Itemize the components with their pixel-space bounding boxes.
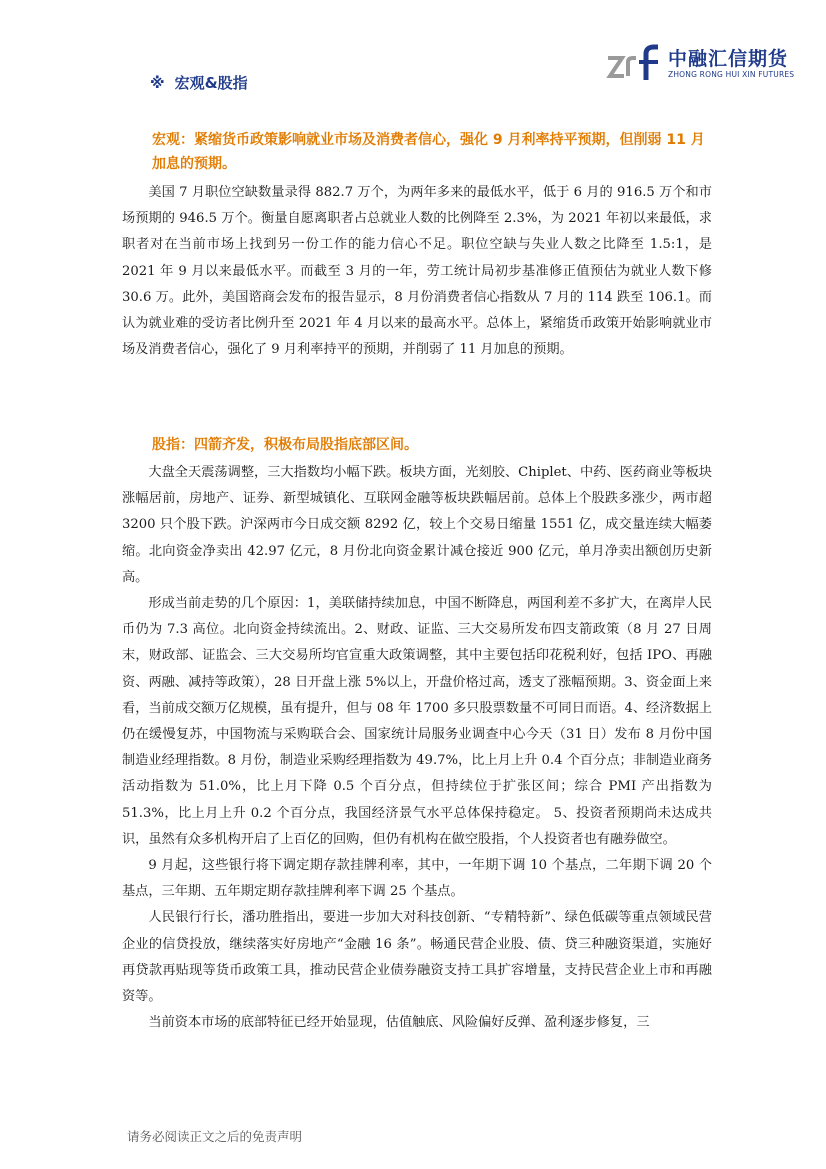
macro-body (122, 180, 712, 363)
section-title-text: 宏观&股指 (174, 74, 248, 92)
index-paragraph: 9 月起，这些银行将下调定期存款挂牌利率，其中，一年期下调 10 个基点，二年期下调 20 个基点，三年期、五年期定期存款挂牌利率下调 25 个基点。 (122, 858, 712, 900)
index-body (122, 460, 712, 1036)
index-paragraph: 大盘全天震荡调整，三大指数均小幅下跌。板块方面，光刻胶、Chiplet、中药、医药商业等板块涨幅居前，房地产、证券、新型城镇化、互联网金融等板块跌幅居前。总体上个股跌多涨少，两市超 3200 只个股下跌。沪深两市今日成交额 8292 亿，较上个交易日缩量 1551 亿，成交量连续大幅萎缩。北向资金净卖出 42.97 亿元，8 月份北向资金累计减仓接近 900 亿元，单月净卖出额创历史新高。 (122, 465, 712, 585)
index-paragraph: 人民银行行长，潘功胜指出，要进一步加大对科技创新、“专精特新”、绿色低碳等重点领域民营企业的信贷投放，继续落实好房地产“金融 16 条”。畅通民营企业股、债、贷三种融资渠道，实施好再贷款再贴现等货币政策工具，推动民营企业债券融资支持工具扩容增量，支持民营企业上市和再融资等。 (122, 910, 712, 1005)
section-symbol: ※ (150, 74, 165, 92)
index-paragraph: 形成当前走势的几个原因：1，美联储持续加息，中国不断降息，两国利差不多扩大，在离岸人民币仍为 7.3 高位。北向资金持续流出。2、财政、证监、三大交易所发布四支箭政策（8 月 27 日周末，财政部、证监会、三大交易所均官宣重大政策调整，其中主要包括印花税利好，包括 IPO、再融资、两融、减持等政策），28 日开盘上涨 5%以上，开盘价格过高，透支了涨幅预期。3、资金面上来看，当前成交额万亿规模，虽有提升，但与 08 年 1700 多只股票数量不可同日而语。4、经济数据上仍在缓慢复苏，中国物流与采购联合会、国家统计局服务业调查中心今天（31 日）发布 8 月份中国制造业经理指数。8 月份，制造业采购经理指数为 49.7%，比上月上升 0.4 个百分点；非制造业商务活动指数为 51.0%，比上月下降 0.5 个百分点，但持续位于扩张区间；综合 PMI 产出指数为 51.3%，比上月上升 0.2 个百分点，我国经济景气水平总体保持稳定。 5、投资者预期尚未达成共识，虽然有众多机构开启了上百亿的回购，但仍有机构在做空股指，个人投资者也有融券做空。 (122, 596, 712, 847)
section-title (150, 72, 248, 93)
company-logo-mark-icon (606, 44, 658, 82)
footer-disclaimer: 请务必阅读正文之后的免责声明 (127, 1129, 303, 1144)
index-paragraph: 当前资本市场的底部特征已经开始显现，估值触底、风险偏好反弹、盈利逐步修复，三 (148, 1015, 650, 1031)
macro-paragraph: 美国 7 月职位空缺数量录得 882.7 万个，为两年多来的最低水平，低于 6 月的 916.5 万个和市场预期的 946.5 万个。衡量自愿离职者占总就业人数的比例降至 2.3%，为 2021 年初以来最低，求职者对在当前市场上找到另一份工作的能力信心不足。职位空缺与失业人数之比降至 1.5:1，是 2021 年 9 月以来最低水平。而截至 3 月的一年，劳工统计局初步基准修正值预估为就业人数下修 30.6 万。此外，美国谘商会发布的报告显示，8 月份消费者信心指数从 7 月的 114 跌至 106.1。而认为就业难的受访者比例升至 2021 年 4 月以来的最高水平。总体上，紧缩货币政策开始影响就业市场及消费者信心，强化了 9 月利率持平的预期，并削弱了 11 月加息的预期。 (122, 185, 712, 358)
index-heading: 股指：四箭齐发，积极布局股指底部区间。 (152, 437, 418, 453)
macro-heading: 宏观：紧缩货币政策影响就业市场及消费者信心，强化 9 月利率持平预期，但削弱 11 月加息的预期。 (152, 132, 705, 172)
company-name-cn: 中融汇信期货 (668, 48, 789, 70)
company-logo (606, 42, 796, 84)
company-name-en: ZHONG RONG HUI XIN FUTURES (668, 70, 795, 79)
